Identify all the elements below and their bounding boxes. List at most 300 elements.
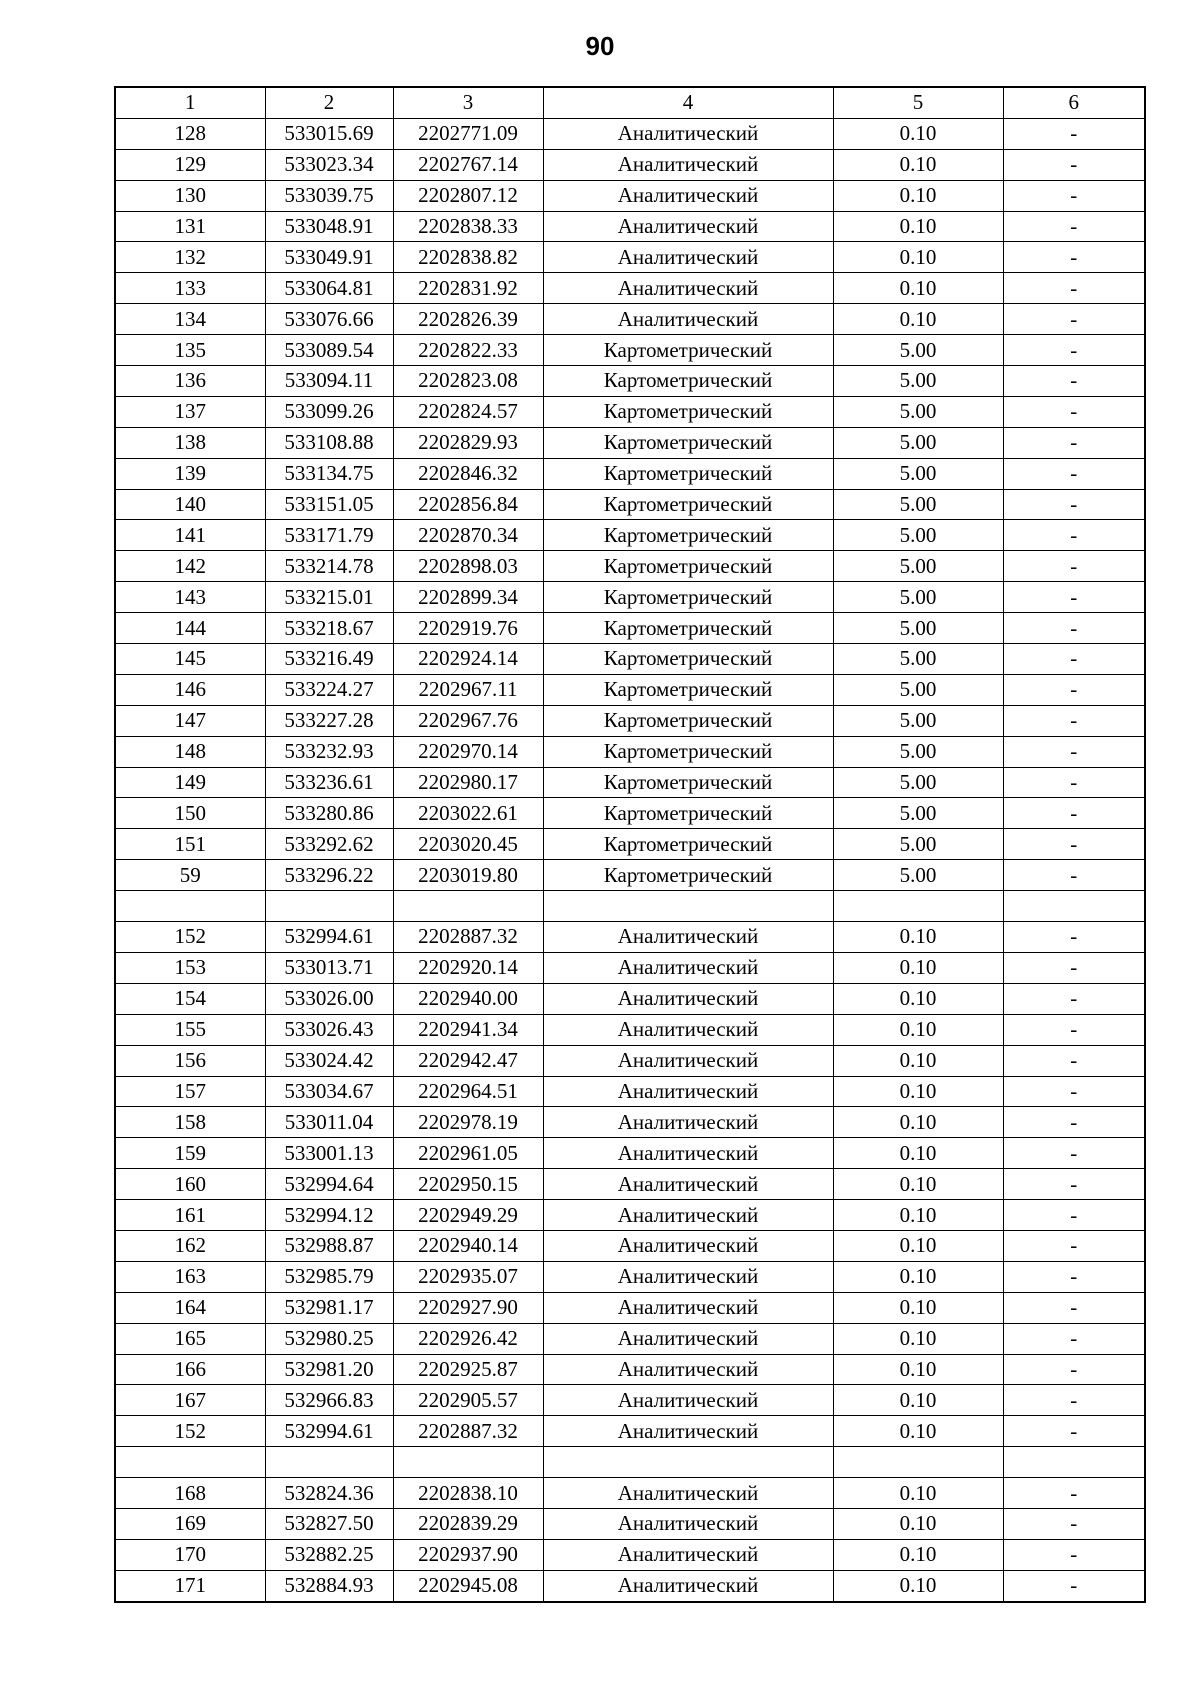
column-header-4: 4	[543, 87, 833, 118]
y-coordinate-cell: 2203022.61	[393, 798, 543, 829]
y-coordinate-cell: 2202924.14	[393, 644, 543, 675]
method-cell: Картометрический	[543, 489, 833, 520]
table-row	[115, 211, 1145, 242]
accuracy-cell: 0.10	[833, 1076, 1003, 1107]
note-cell: -	[1003, 674, 1145, 705]
method-cell	[543, 1447, 833, 1478]
x-coordinate-cell: 532981.20	[265, 1354, 393, 1385]
table-row	[115, 1045, 1145, 1076]
table-row	[115, 613, 1145, 644]
method-cell: Аналитический	[543, 1045, 833, 1076]
x-coordinate-cell: 533227.28	[265, 705, 393, 736]
x-coordinate-cell: 532827.50	[265, 1508, 393, 1539]
accuracy-cell: 0.10	[833, 180, 1003, 211]
table-row	[115, 1014, 1145, 1045]
y-coordinate-cell: 2203020.45	[393, 829, 543, 860]
point-number-cell: 158	[115, 1107, 265, 1138]
point-number-cell	[115, 891, 265, 922]
coordinates-table	[114, 86, 1146, 1603]
accuracy-cell: 5.00	[833, 767, 1003, 798]
y-coordinate-cell: 2202967.76	[393, 705, 543, 736]
note-cell: -	[1003, 1323, 1145, 1354]
table-row	[115, 520, 1145, 551]
note-cell: -	[1003, 1200, 1145, 1231]
x-coordinate-cell: 532994.64	[265, 1169, 393, 1200]
note-cell: -	[1003, 180, 1145, 211]
point-number-cell: 171	[115, 1570, 265, 1601]
table-row	[115, 1447, 1145, 1478]
table-row	[115, 1169, 1145, 1200]
table-row	[115, 551, 1145, 582]
y-coordinate-cell: 2202941.34	[393, 1014, 543, 1045]
table-row	[115, 705, 1145, 736]
method-cell: Картометрический	[543, 396, 833, 427]
note-cell: -	[1003, 983, 1145, 1014]
y-coordinate-cell: 2202838.82	[393, 242, 543, 273]
note-cell: -	[1003, 1416, 1145, 1447]
method-cell: Картометрический	[543, 644, 833, 675]
table-row	[115, 922, 1145, 953]
method-cell: Аналитический	[543, 1539, 833, 1570]
point-number-cell: 164	[115, 1292, 265, 1323]
table-row	[115, 983, 1145, 1014]
table-row	[115, 1570, 1145, 1601]
method-cell: Аналитический	[543, 1230, 833, 1261]
point-number-cell: 129	[115, 149, 265, 180]
table-row	[115, 736, 1145, 767]
note-cell: -	[1003, 1292, 1145, 1323]
method-cell: Аналитический	[543, 1014, 833, 1045]
y-coordinate-cell	[393, 1447, 543, 1478]
y-coordinate-cell: 2202964.51	[393, 1076, 543, 1107]
note-cell: -	[1003, 1354, 1145, 1385]
table-row	[115, 335, 1145, 366]
accuracy-cell: 0.10	[833, 1354, 1003, 1385]
point-number-cell: 168	[115, 1478, 265, 1509]
note-cell: -	[1003, 798, 1145, 829]
accuracy-cell: 0.10	[833, 1508, 1003, 1539]
accuracy-cell: 5.00	[833, 829, 1003, 860]
x-coordinate-cell: 533064.81	[265, 273, 393, 304]
x-coordinate-cell: 533236.61	[265, 767, 393, 798]
y-coordinate-cell: 2202838.33	[393, 211, 543, 242]
y-coordinate-cell: 2202826.39	[393, 304, 543, 335]
x-coordinate-cell: 532994.61	[265, 1416, 393, 1447]
y-coordinate-cell: 2202940.00	[393, 983, 543, 1014]
y-coordinate-cell: 2202925.87	[393, 1354, 543, 1385]
y-coordinate-cell	[393, 891, 543, 922]
method-cell: Аналитический	[543, 1076, 833, 1107]
x-coordinate-cell: 533134.75	[265, 458, 393, 489]
y-coordinate-cell: 2202945.08	[393, 1570, 543, 1601]
method-cell: Аналитический	[543, 211, 833, 242]
x-coordinate-cell: 533011.04	[265, 1107, 393, 1138]
table-row	[115, 242, 1145, 273]
point-number-cell: 59	[115, 860, 265, 891]
note-cell: -	[1003, 1230, 1145, 1261]
x-coordinate-cell: 533024.42	[265, 1045, 393, 1076]
x-coordinate-cell: 532966.83	[265, 1385, 393, 1416]
note-cell: -	[1003, 211, 1145, 242]
x-coordinate-cell: 533013.71	[265, 952, 393, 983]
y-coordinate-cell: 2202807.12	[393, 180, 543, 211]
accuracy-cell: 5.00	[833, 860, 1003, 891]
accuracy-cell: 0.10	[833, 273, 1003, 304]
x-coordinate-cell: 532824.36	[265, 1478, 393, 1509]
point-number-cell: 154	[115, 983, 265, 1014]
point-number-cell: 160	[115, 1169, 265, 1200]
accuracy-cell: 0.10	[833, 1045, 1003, 1076]
y-coordinate-cell: 2202942.47	[393, 1045, 543, 1076]
point-number-cell: 148	[115, 736, 265, 767]
table-row	[115, 1385, 1145, 1416]
table-row	[115, 427, 1145, 458]
method-cell: Картометрический	[543, 736, 833, 767]
accuracy-cell: 5.00	[833, 396, 1003, 427]
note-cell: -	[1003, 1508, 1145, 1539]
x-coordinate-cell	[265, 891, 393, 922]
method-cell: Аналитический	[543, 304, 833, 335]
accuracy-cell: 0.10	[833, 1416, 1003, 1447]
method-cell: Аналитический	[543, 1385, 833, 1416]
x-coordinate-cell: 532981.17	[265, 1292, 393, 1323]
table-body	[115, 118, 1145, 1601]
page-number: 90	[585, 31, 615, 61]
table-row	[115, 1076, 1145, 1107]
table-row	[115, 1292, 1145, 1323]
point-number-cell: 152	[115, 922, 265, 953]
point-number-cell: 149	[115, 767, 265, 798]
point-number-cell: 146	[115, 674, 265, 705]
point-number-cell: 151	[115, 829, 265, 860]
y-coordinate-cell: 2202937.90	[393, 1539, 543, 1570]
y-coordinate-cell: 2202980.17	[393, 767, 543, 798]
y-coordinate-cell: 2202949.29	[393, 1200, 543, 1231]
method-cell: Аналитический	[543, 242, 833, 273]
x-coordinate-cell: 532884.93	[265, 1570, 393, 1601]
accuracy-cell: 0.10	[833, 304, 1003, 335]
accuracy-cell: 5.00	[833, 582, 1003, 613]
table-row	[115, 860, 1145, 891]
x-coordinate-cell: 533218.67	[265, 613, 393, 644]
point-number-cell: 135	[115, 335, 265, 366]
note-cell: -	[1003, 1478, 1145, 1509]
column-header-5: 5	[833, 87, 1003, 118]
accuracy-cell: 0.10	[833, 1107, 1003, 1138]
table-row	[115, 767, 1145, 798]
accuracy-cell	[833, 891, 1003, 922]
point-number-cell: 132	[115, 242, 265, 273]
method-cell: Аналитический	[543, 1323, 833, 1354]
note-cell: -	[1003, 582, 1145, 613]
x-coordinate-cell: 533049.91	[265, 242, 393, 273]
x-coordinate-cell: 533015.69	[265, 118, 393, 149]
x-coordinate-cell	[265, 1447, 393, 1478]
table-row	[115, 1354, 1145, 1385]
accuracy-cell: 0.10	[833, 1570, 1003, 1601]
y-coordinate-cell: 2202899.34	[393, 582, 543, 613]
note-cell: -	[1003, 489, 1145, 520]
table-row	[115, 1200, 1145, 1231]
y-coordinate-cell: 2202823.08	[393, 366, 543, 397]
note-cell: -	[1003, 1045, 1145, 1076]
accuracy-cell: 0.10	[833, 1014, 1003, 1045]
y-coordinate-cell: 2202831.92	[393, 273, 543, 304]
method-cell: Аналитический	[543, 118, 833, 149]
note-cell: -	[1003, 767, 1145, 798]
table-row	[115, 1323, 1145, 1354]
table-row	[115, 458, 1145, 489]
point-number-cell: 150	[115, 798, 265, 829]
x-coordinate-cell: 532985.79	[265, 1261, 393, 1292]
note-cell: -	[1003, 829, 1145, 860]
point-number-cell: 133	[115, 273, 265, 304]
method-cell: Аналитический	[543, 1200, 833, 1231]
point-number-cell: 167	[115, 1385, 265, 1416]
method-cell: Аналитический	[543, 273, 833, 304]
y-coordinate-cell: 2203019.80	[393, 860, 543, 891]
note-cell: -	[1003, 520, 1145, 551]
y-coordinate-cell: 2202887.32	[393, 1416, 543, 1447]
y-coordinate-cell: 2202970.14	[393, 736, 543, 767]
x-coordinate-cell: 533034.67	[265, 1076, 393, 1107]
accuracy-cell: 0.10	[833, 1200, 1003, 1231]
y-coordinate-cell: 2202919.76	[393, 613, 543, 644]
table-row	[115, 891, 1145, 922]
note-cell: -	[1003, 1014, 1145, 1045]
accuracy-cell: 0.10	[833, 1138, 1003, 1169]
column-header-3: 3	[393, 87, 543, 118]
x-coordinate-cell: 533099.26	[265, 396, 393, 427]
accuracy-cell: 0.10	[833, 922, 1003, 953]
note-cell: -	[1003, 366, 1145, 397]
table-row	[115, 489, 1145, 520]
y-coordinate-cell: 2202978.19	[393, 1107, 543, 1138]
accuracy-cell: 0.10	[833, 1539, 1003, 1570]
note-cell: -	[1003, 922, 1145, 953]
point-number-cell: 134	[115, 304, 265, 335]
note-cell: -	[1003, 551, 1145, 582]
accuracy-cell: 5.00	[833, 427, 1003, 458]
table-row	[115, 149, 1145, 180]
method-cell	[543, 891, 833, 922]
note-cell: -	[1003, 396, 1145, 427]
table-row	[115, 674, 1145, 705]
y-coordinate-cell: 2202824.57	[393, 396, 543, 427]
note-cell: -	[1003, 952, 1145, 983]
y-coordinate-cell: 2202856.84	[393, 489, 543, 520]
accuracy-cell: 0.10	[833, 1323, 1003, 1354]
point-number-cell: 165	[115, 1323, 265, 1354]
method-cell: Аналитический	[543, 952, 833, 983]
point-number-cell: 130	[115, 180, 265, 211]
point-number-cell: 131	[115, 211, 265, 242]
point-number-cell: 152	[115, 1416, 265, 1447]
note-cell: -	[1003, 1570, 1145, 1601]
y-coordinate-cell: 2202838.10	[393, 1478, 543, 1509]
point-number-cell: 155	[115, 1014, 265, 1045]
y-coordinate-cell: 2202950.15	[393, 1169, 543, 1200]
table-row	[115, 1107, 1145, 1138]
x-coordinate-cell: 533048.91	[265, 211, 393, 242]
accuracy-cell: 0.10	[833, 211, 1003, 242]
accuracy-cell: 5.00	[833, 798, 1003, 829]
accuracy-cell: 0.10	[833, 242, 1003, 273]
table-row	[115, 1508, 1145, 1539]
accuracy-cell: 0.10	[833, 1230, 1003, 1261]
note-cell: -	[1003, 1138, 1145, 1169]
note-cell: -	[1003, 644, 1145, 675]
point-number-cell: 163	[115, 1261, 265, 1292]
point-number-cell	[115, 1447, 265, 1478]
point-number-cell: 145	[115, 644, 265, 675]
accuracy-cell: 0.10	[833, 1169, 1003, 1200]
method-cell: Картометрический	[543, 458, 833, 489]
note-cell: -	[1003, 149, 1145, 180]
y-coordinate-cell: 2202926.42	[393, 1323, 543, 1354]
method-cell: Картометрический	[543, 427, 833, 458]
point-number-cell: 162	[115, 1230, 265, 1261]
y-coordinate-cell: 2202940.14	[393, 1230, 543, 1261]
method-cell: Аналитический	[543, 1354, 833, 1385]
y-coordinate-cell: 2202927.90	[393, 1292, 543, 1323]
point-number-cell: 141	[115, 520, 265, 551]
table-row	[115, 396, 1145, 427]
x-coordinate-cell: 533292.62	[265, 829, 393, 860]
x-coordinate-cell: 533214.78	[265, 551, 393, 582]
accuracy-cell: 5.00	[833, 613, 1003, 644]
note-cell: -	[1003, 242, 1145, 273]
method-cell: Аналитический	[543, 1138, 833, 1169]
table-row	[115, 644, 1145, 675]
accuracy-cell: 0.10	[833, 118, 1003, 149]
column-header-6: 6	[1003, 87, 1145, 118]
note-cell: -	[1003, 860, 1145, 891]
method-cell: Картометрический	[543, 335, 833, 366]
x-coordinate-cell: 533280.86	[265, 798, 393, 829]
accuracy-cell: 0.10	[833, 952, 1003, 983]
method-cell: Аналитический	[543, 149, 833, 180]
accuracy-cell: 0.10	[833, 1261, 1003, 1292]
note-cell: -	[1003, 1107, 1145, 1138]
x-coordinate-cell: 533296.22	[265, 860, 393, 891]
y-coordinate-cell: 2202905.57	[393, 1385, 543, 1416]
point-number-cell: 169	[115, 1508, 265, 1539]
accuracy-cell: 5.00	[833, 366, 1003, 397]
method-cell: Картометрический	[543, 705, 833, 736]
x-coordinate-cell: 533026.00	[265, 983, 393, 1014]
point-number-cell: 157	[115, 1076, 265, 1107]
y-coordinate-cell: 2202822.33	[393, 335, 543, 366]
method-cell: Аналитический	[543, 983, 833, 1014]
accuracy-cell: 5.00	[833, 335, 1003, 366]
method-cell: Картометрический	[543, 798, 833, 829]
table-row	[115, 829, 1145, 860]
accuracy-cell: 5.00	[833, 736, 1003, 767]
y-coordinate-cell: 2202967.11	[393, 674, 543, 705]
note-cell: -	[1003, 427, 1145, 458]
x-coordinate-cell: 532994.12	[265, 1200, 393, 1231]
x-coordinate-cell: 533023.34	[265, 149, 393, 180]
table-row	[115, 273, 1145, 304]
column-header-1: 1	[115, 87, 265, 118]
y-coordinate-cell: 2202839.29	[393, 1508, 543, 1539]
x-coordinate-cell: 532882.25	[265, 1539, 393, 1570]
y-coordinate-cell: 2202920.14	[393, 952, 543, 983]
note-cell: -	[1003, 613, 1145, 644]
point-number-cell: 140	[115, 489, 265, 520]
y-coordinate-cell: 2202898.03	[393, 551, 543, 582]
table-row	[115, 1539, 1145, 1570]
method-cell: Картометрический	[543, 674, 833, 705]
point-number-cell: 147	[115, 705, 265, 736]
accuracy-cell	[833, 1447, 1003, 1478]
method-cell: Аналитический	[543, 180, 833, 211]
accuracy-cell: 5.00	[833, 551, 1003, 582]
column-header-2: 2	[265, 87, 393, 118]
method-cell: Картометрический	[543, 520, 833, 551]
point-number-cell: 153	[115, 952, 265, 983]
x-coordinate-cell: 532988.87	[265, 1230, 393, 1261]
x-coordinate-cell: 533039.75	[265, 180, 393, 211]
note-cell: -	[1003, 1539, 1145, 1570]
accuracy-cell: 0.10	[833, 1292, 1003, 1323]
table-row	[115, 1230, 1145, 1261]
method-cell: Аналитический	[543, 1416, 833, 1447]
x-coordinate-cell: 533001.13	[265, 1138, 393, 1169]
method-cell: Аналитический	[543, 1292, 833, 1323]
table-row	[115, 1261, 1145, 1292]
table-row	[115, 582, 1145, 613]
method-cell: Картометрический	[543, 613, 833, 644]
y-coordinate-cell: 2202887.32	[393, 922, 543, 953]
note-cell: -	[1003, 304, 1145, 335]
point-number-cell: 139	[115, 458, 265, 489]
x-coordinate-cell: 533094.11	[265, 366, 393, 397]
point-number-cell: 161	[115, 1200, 265, 1231]
y-coordinate-cell: 2202961.05	[393, 1138, 543, 1169]
point-number-cell: 128	[115, 118, 265, 149]
table-row	[115, 1138, 1145, 1169]
x-coordinate-cell: 533215.01	[265, 582, 393, 613]
method-cell: Аналитический	[543, 922, 833, 953]
point-number-cell: 136	[115, 366, 265, 397]
point-number-cell: 143	[115, 582, 265, 613]
accuracy-cell: 5.00	[833, 489, 1003, 520]
method-cell: Аналитический	[543, 1261, 833, 1292]
y-coordinate-cell: 2202935.07	[393, 1261, 543, 1292]
header-row	[115, 87, 1145, 118]
note-cell: -	[1003, 1169, 1145, 1200]
table-row	[115, 180, 1145, 211]
point-number-cell: 166	[115, 1354, 265, 1385]
accuracy-cell: 0.10	[833, 149, 1003, 180]
y-coordinate-cell: 2202829.93	[393, 427, 543, 458]
point-number-cell: 144	[115, 613, 265, 644]
method-cell: Аналитический	[543, 1478, 833, 1509]
table-row	[115, 366, 1145, 397]
method-cell: Аналитический	[543, 1508, 833, 1539]
y-coordinate-cell: 2202870.34	[393, 520, 543, 551]
x-coordinate-cell: 533216.49	[265, 644, 393, 675]
x-coordinate-cell: 532994.61	[265, 922, 393, 953]
point-number-cell: 159	[115, 1138, 265, 1169]
method-cell: Аналитический	[543, 1107, 833, 1138]
note-cell: -	[1003, 1385, 1145, 1416]
method-cell: Аналитический	[543, 1169, 833, 1200]
x-coordinate-cell: 533232.93	[265, 736, 393, 767]
table-row	[115, 798, 1145, 829]
